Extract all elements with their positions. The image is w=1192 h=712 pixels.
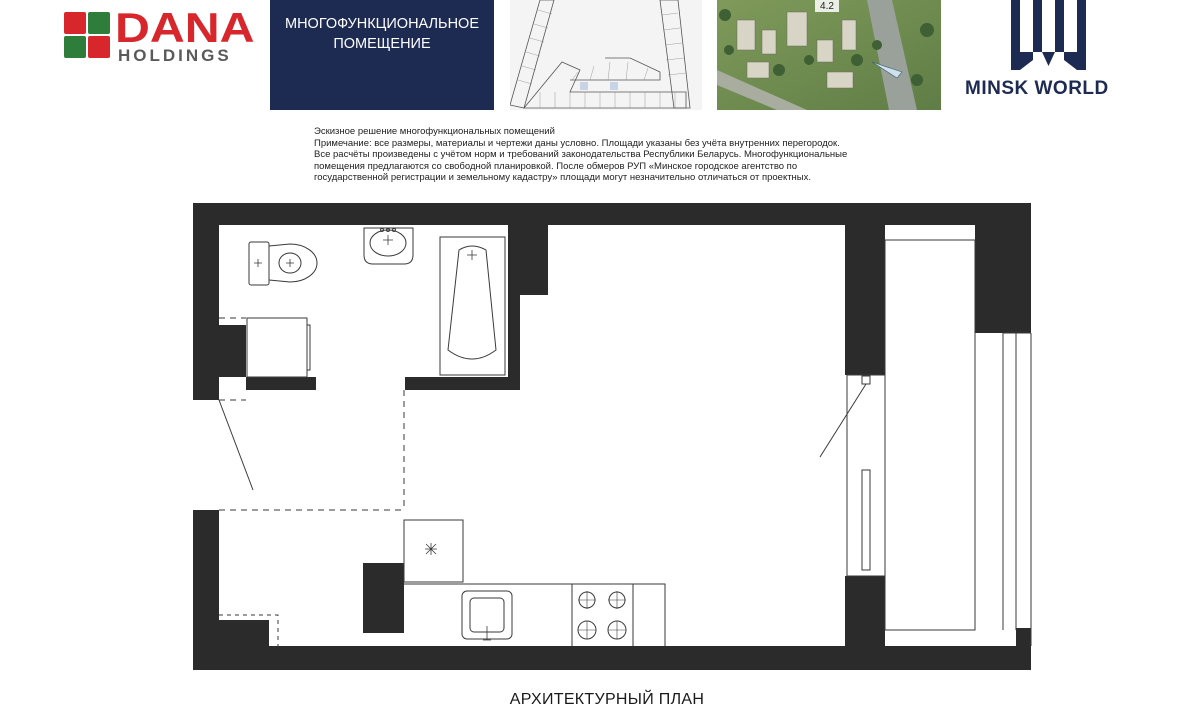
- wall-stub: [219, 620, 269, 646]
- wall-right-lower: [845, 576, 885, 646]
- wall-bath-bottom: [405, 377, 520, 390]
- premises-type-card: [270, 0, 494, 110]
- notes-line: Эскизное решение многофункциональных помещений: [314, 126, 555, 137]
- wall-loggia-lower: [1016, 628, 1031, 648]
- wall-left-upper: [193, 203, 219, 400]
- logo-square-red: [64, 12, 86, 34]
- logo-wordmark: DANA: [115, 4, 255, 51]
- notes-line: Примечание: все размеры, материалы и чертежи даны условно. Площади указаны без учёта внутренних перегородок.: [314, 137, 840, 149]
- loggia-outline: [885, 240, 975, 630]
- wall-right-upper: [845, 225, 885, 375]
- kitchen-sink: [462, 591, 512, 640]
- bathtub: [440, 237, 505, 375]
- floor-plan: [190, 200, 1035, 675]
- washing-machine: [247, 318, 310, 377]
- aerial-view-thumbnail: [717, 0, 941, 110]
- minsk-world-wordmark: MINSK WORLD: [965, 78, 1109, 99]
- toilet: [249, 242, 317, 285]
- wall-bottom: [193, 646, 1031, 670]
- fridge: [404, 520, 463, 582]
- logo-subtitle: HOLDINGS: [118, 46, 232, 65]
- wall-top: [193, 203, 1031, 225]
- notes-line: помещения предлагаются со свободной планировкой. После обмеров РУП «Минское городское агентство по: [314, 160, 798, 172]
- disclaimer-notes: [314, 126, 914, 184]
- kitchen-counter: [404, 584, 665, 646]
- wall-bath-right: [520, 225, 548, 295]
- premises-type-line1: МНОГОФУНКЦИОНАЛЬНОЕ: [285, 16, 479, 32]
- aerial-label: 4.2: [820, 1, 834, 12]
- logo-square-green: [64, 36, 86, 58]
- wall-stub: [219, 325, 246, 377]
- notes-line: государственной регистрации и земельному кадастру» площади могут незначительно отличаться от проектных.: [314, 172, 812, 183]
- column: [363, 563, 404, 633]
- washbasin: [364, 228, 413, 264]
- plan-title: АРХИТЕКТУРНЫЙ ПЛАН: [509, 691, 705, 708]
- plan-lines: [219, 240, 1031, 646]
- minsk-world-emblem-icon: [1005, 0, 1101, 74]
- logo-square-red: [88, 36, 110, 58]
- stove: [578, 591, 626, 639]
- wall-bath-bottom: [246, 377, 316, 390]
- wall-loggia-upper: [975, 225, 1031, 333]
- notes-line: Все расчёты произведены с учётом норм и требований законодательства Республики Беларусь. Многофункциональные: [314, 149, 848, 160]
- dana-holdings-logo: [60, 6, 260, 68]
- premises-type-line2: ПОМЕЩЕНИЕ: [333, 36, 431, 52]
- logo-square-green: [88, 12, 110, 34]
- building-floor-plan-thumbnail: [510, 0, 702, 110]
- wall-bath-side: [508, 225, 520, 390]
- minsk-world-logo: [960, 0, 1146, 108]
